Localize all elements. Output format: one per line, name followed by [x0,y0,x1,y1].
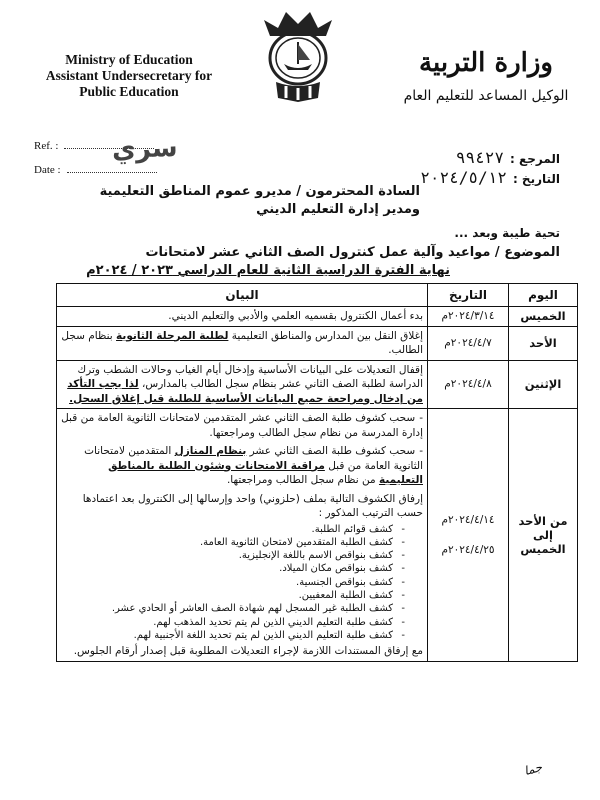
list-item: - كشف بنواقص مكان الميلاد. [61,562,405,575]
table-header-row [57,284,578,307]
handwritten-initials: جما [522,759,544,779]
confidential-stamp: سري [111,132,179,166]
row-date: ٢٠٢٤/٤/٨م [428,360,509,409]
report-list [61,523,405,643]
task-emphasis: مراقبة الامتحانات وشئون الطلبة بالمناطق التعليمية [108,459,423,486]
list-item: - كشف بنواقص الاسم باللغة الإنجليزية. [61,549,405,562]
date-label-ar: التاريخ : [512,172,560,186]
date-to: ٢٠٢٤/٤/٢٥م [441,543,495,556]
date-value: ٢٠٢٤/٥/١٢ [420,168,507,187]
ref-label-ar: المرجع : [510,152,560,166]
date-label: Date : [34,164,61,176]
task-text: سحب كشوف طلبة الصف الثاني عشر المتقدمين لامتحانات الثانوية العامة من قبل إدارة المدرسة من نظام سجل الطالب ومراجعتها. [61,412,423,439]
office-name-en-1: Assistant Undersecretary for [45,68,213,83]
row-date-range [428,409,509,662]
list-item: - كشف الطلبة المتقدمين لامتحان الثانوية العامة. [61,536,405,549]
schedule-table [56,283,578,662]
desc-emphasis: لطلبة المرحلة الثانوية [116,329,229,342]
day-from: من الأحد [518,513,568,528]
greeting: تحية طيبة وبعد ... [454,226,560,240]
desc-part: إقفال التعديلات على البيانات الأساسية وإدخال أيام الغياب وحالات الشطب وترك الدراسة لطلبة الصف الثاني عشر بنظام سجل الطالب بالمدارس، [77,363,423,390]
list-item: - كشف طلبة التعليم الديني الذين لم يتم تحديد المذهب لهم. [61,616,405,629]
row-description [57,360,428,409]
ref-line-ar [456,148,560,167]
table-row [57,326,578,360]
office-name-ar: الوكيل المساعد للتعليم العام [403,88,569,104]
subject-continued: نهاية الفترة الدراسية الثانية للعام الدراسي ٢٠٢٣ / ٢٠٢٤م [86,263,450,278]
task-paragraph: -سحب كشوف طلبة الصف الثاني عشر المتقدمين لامتحانات الثانوية العامة من قبل إدارة المدرسة من نظام سجل الطالب ومراجعتها. [61,412,423,439]
table-row [57,409,578,662]
table-row [57,307,578,327]
list-item: - كشف بنواقص الجنسية. [61,576,405,589]
row-description [57,326,428,360]
list-item: - كشف الطلبة غير المسجل لهم شهادة الصف العاشر أو الحادي عشر. [61,602,405,615]
row-description [57,409,428,662]
task-emphasis: بنظام المنازل [174,445,247,457]
task-paragraph: -سحب كشوف طلبة الصف الثاني عشر بنظام المنازل المتقدمين لامتحانات الثانوية العامة من قبل مراقبة الامتحانات وشئون الطلبة بالمناطق التعليمية من نظام سجل الطالب ومراجعتها. [84,445,423,486]
row-description: بدء أعمال الكنترول بقسميه العلمي والأدبي والتعليم الديني. [57,307,428,327]
ref-label: Ref. : [34,140,59,152]
list-item: - كشف طلبة التعليم الديني الذين لم يتم تحديد اللغة الأجنبية لهم. [61,629,405,642]
ref-number: ٩٩٤٢٧ [455,148,505,167]
addressee: السادة المحترمون / مديرو عموم المناطق التعليمية [99,184,420,199]
desc-emphasis: لذا يجب التأكد من إدخال ومراجعة جميع البيانات الأساسية للطلبة قبل إغلاق السجل. [67,378,423,405]
arabic-letterhead [386,48,586,104]
date-dotted-line [67,172,157,173]
date-from: ٢٠٢٤/٤/١٤م [441,513,495,526]
english-letterhead [34,52,224,100]
row-day: الخميس [509,307,578,327]
date-line-ar [420,168,560,187]
task-text: من نظام سجل الطالب ومراجعتها. [226,474,379,486]
ministry-name-en: Ministry of Education [65,52,193,67]
header-description: البيان [57,284,428,307]
task-paragraph: إرفاق الكشوف التالية بملف (حلزوني) واحد وإرسالها إلى الكنترول بعد اعتمادها حسب الترتيب المذكور : [82,492,423,519]
desc-part: إغلاق النقل بين المدارس والمناطق التعليمية [228,329,423,342]
row-day: الإثنين [509,360,578,409]
header-date: التاريخ [428,284,509,307]
list-item: - كشف الطلبة المعفيين. [61,589,405,602]
header-day: اليوم [509,284,578,307]
task-text: المتقدمين لامتحانات الثانوية العامة من قبل [84,445,423,472]
row-date: ٢٠٢٤/٣/١٤م [428,307,509,327]
office-name-en-2: Public Education [79,84,179,99]
task-paragraph: مع إرفاق المستندات اللازمة لإجراء التعديلات المطلوبة قبل إصدار أرقام الجلوس. [73,645,423,658]
desc-part: بنظام سجل الطالب. [61,329,423,356]
day-to: الخميس [520,541,566,556]
task-text: سحب كشوف طلبة الصف الثاني عشر [246,445,416,457]
addressee-secondary: ومدير إدارة التعليم الديني [256,202,420,217]
date-line-en [34,164,157,176]
list-item: - كشف قوائم الطلبة. [61,523,405,536]
subject: الموضوع / مواعيد وآلية عمل كنترول الصف الثاني عشر لامتحانات [145,245,560,260]
table-row [57,360,578,409]
row-date: ٢٠٢٤/٤/٧م [428,326,509,360]
day-to-label: إلى [533,527,553,542]
kuwait-emblem-icon [256,6,340,104]
ministry-name-ar: وزارة التربية [419,48,553,78]
row-day-range [509,409,578,662]
row-day: الأحد [509,326,578,360]
